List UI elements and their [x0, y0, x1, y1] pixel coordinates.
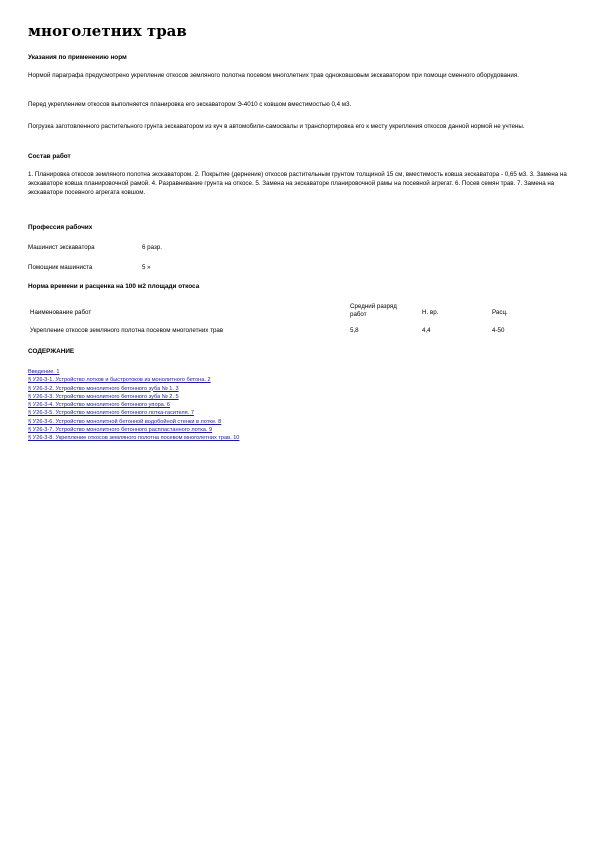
- table-header-rate: Расц.: [492, 309, 508, 316]
- table-cell-grade: 5,8: [350, 327, 359, 334]
- page-title: многолетних трав: [28, 22, 187, 40]
- worker-grade: 5 »: [142, 264, 151, 271]
- toc-link-u26-3-6[interactable]: § У26-3-6. Устройство монолитной бетонной водобойной стенки в лотке. 8: [28, 418, 222, 425]
- table-cell-name: Укрепление откосов земляного полотна посевом многолетних трав: [30, 327, 224, 334]
- table-header-name: Наименование работ: [30, 309, 92, 316]
- worker-name: Помощник машиниста: [28, 264, 93, 271]
- worker-name: Машинист экскаватора: [28, 244, 95, 251]
- guide-paragraph-1: Нормой параграфа предусмотрено укрепление откосов земляного полотна посевом многолетних трав одноковшовым экскаватором при помощи сменного оборудования.: [28, 72, 519, 79]
- toc-heading: СОДЕРЖАНИЕ: [28, 348, 75, 355]
- toc-link-u26-3-1[interactable]: § У26-3-1. Устройство лотков и быстротоков из монолитного бетона. 2: [28, 377, 211, 384]
- work-paragraph: 1. Планировка откосов земляного полотна экскаватором. 2. Покрытие (дернение) откосов растительным грунтом толщиной 15 см, вместимость ковша экскаватора - 0,65 м3. 3. Замена на экскаваторе ковша планировочной рамой. 4. Разравнивание грунта на откосе. 5. Замена на экскаваторе планировочной рамы на посевной агрегат. 6. Посев семян трав. 7. Замена на экскаваторе посевного агрегата ковшом.: [28, 171, 567, 196]
- table-header-time: Н. вр.: [422, 309, 439, 316]
- toc-link-u26-3-7[interactable]: § У26-3-7. Устройство монолитного бетонного распластанного лотка. 9: [28, 427, 213, 434]
- norm-heading: Норма времени и расценка на 100 м2 площади откоса: [28, 283, 200, 290]
- toc-link-u26-3-4[interactable]: § У26-3-4. Устройство монолитного бетонного упора. 6: [28, 402, 171, 409]
- work-heading: Состав работ: [28, 153, 71, 160]
- toc-link-u26-3-3[interactable]: § У26-3-3. Устройство монолитного бетонного зуба № 2. 5: [28, 393, 179, 400]
- guide-paragraph-3: Погрузка заготовленного растительного грунта экскаватором из куч в автомобили-самосвалы и транспортировка его к месту укрепления откосов данной нормой не учтены.: [28, 123, 525, 130]
- toc-link-u26-3-2[interactable]: § У26-3-2. Устройство монолитного бетонного зуба № 1. 3: [28, 385, 179, 392]
- toc-link-intro[interactable]: Введение. 1: [28, 369, 60, 375]
- guide-heading: Указания по применению норм: [28, 54, 127, 61]
- table-of-contents: [28, 368, 239, 443]
- workers-heading: Профессия рабочих: [28, 224, 93, 231]
- toc-link-u26-3-8[interactable]: § У26-3-8. Укрепление откосов земляного полотна посевом многолетних трав. 10: [28, 435, 240, 442]
- worker-grade: 6 разр.: [142, 244, 162, 251]
- table-cell-time: 4,4: [422, 327, 431, 334]
- toc-link-u26-3-5[interactable]: § У26-3-5. Устройство монолитного бетонного лотка-гасителя. 7: [28, 410, 194, 417]
- table-header-grade: Средний разряд работ: [350, 303, 397, 318]
- guide-paragraph-2: Перед укреплением откосов выполняется планировка его экскаватором Э-4010 с ковшом вместимостью 0,4 м3.: [28, 101, 352, 108]
- table-cell-rate: 4-50: [492, 327, 505, 334]
